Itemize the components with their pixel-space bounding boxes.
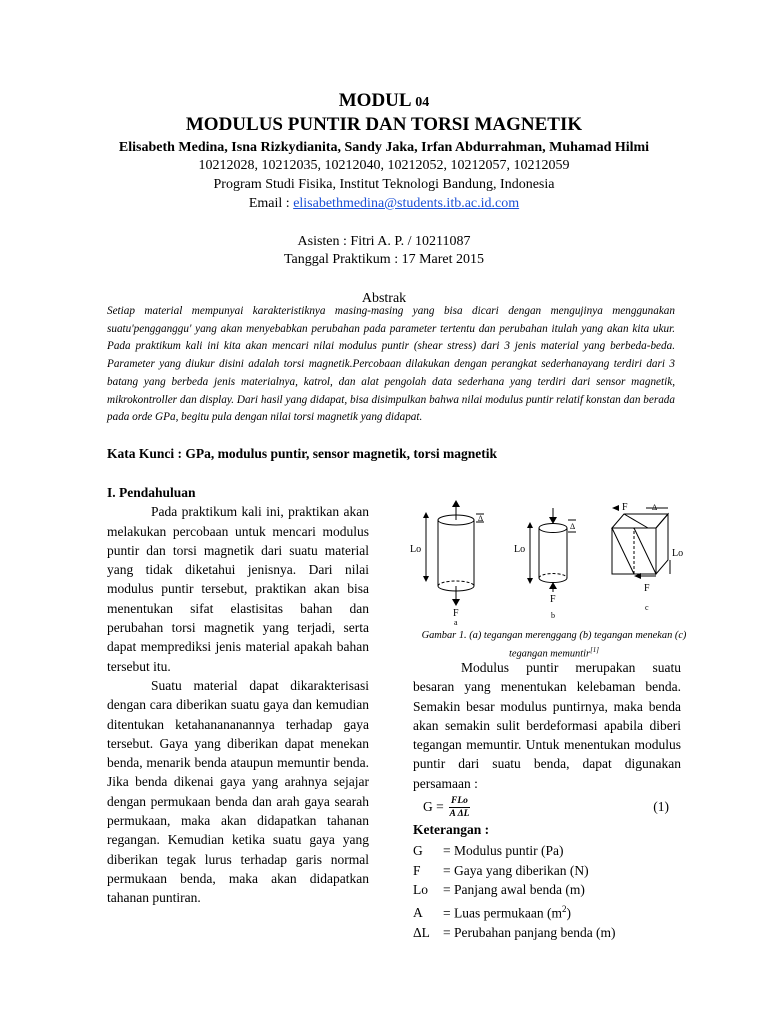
- email-label: Email :: [248, 196, 294, 211]
- symbol: ΔL: [413, 924, 430, 940]
- practicum-date: Tanggal Praktikum : 17 Maret 2015: [283, 252, 485, 267]
- abstract-text: Setiap material mempunyai karakteristiknya masing-masing yang bisa dicari dengan mengujinya menggunakan suatu'pengganggu' yang akan menyebabkan perubahan pada parameter tertentu dan perubahan itulah yang akan kita ukur. Pada praktikum kali ini kita akan mencari nilai modulus puntir (shear stress) dari 3 jenis material yang berbeda-beda. Parameter yang diukur disini adalah torsi magnetik.Percobaan dilakukan dengan perangkat sederhanayang terdiri dari 3 batang yang berbeda jenis materialnya, katrol, dan alat pengolah data sederhana yang terdiri dari sensor magnetik, mikrokontroller dan display. Dari hasil yang didapat, bisa disimpulkan bahwa nilai modulus puntir relatif konstan dan berada pada orde GPa, begitu pula dengan nilai torsi magnetik yang didapat.: [107, 305, 675, 424]
- caption-reference[interactable]: [1]: [590, 646, 600, 654]
- symbol-desc: = Luas permukaan (m: [443, 905, 562, 920]
- label-F-c: F: [644, 583, 650, 594]
- modulus-paragraph: Modulus puntir merupakan suatu besaran yang menentukan kelebaman benda. Semakin besar modulus puntirnya, maka benda akan semakin sulit berdeformasi apabila diberi tegangan memuntir. Untuk menentukan modulus puntir dari suatu benda, dapat digunakan persamaan :: [413, 660, 681, 791]
- label-F-b: F: [550, 594, 556, 605]
- equation-fraction: [449, 795, 470, 820]
- label-b: b: [551, 611, 555, 620]
- keterangan-row: [413, 880, 616, 900]
- intro-paragraph-2: Suatu material dapat dikarakterisasi dengan cara diberikan suatu gaya dan kemudian ditentukan ketahanananannya terhadap gaya tersebut. Gaya yang diberikan dapat menekan benda, menarik benda ataupun memuntir benda. Jika benda dikenai gaya yang arahnya sejajar dengan permukaan benda dan arah gaya searah permukaan, maka akan didapatkan tahanan regangan. Kemudian ketika suatu gaya yang diberikan tegak lurus terhadap garis normal permukaan benda, maka akan didapatkan tahanan puntiran.: [107, 677, 369, 906]
- equation-lhs: G =: [423, 799, 444, 814]
- figure-caption: [408, 628, 700, 661]
- intro-paragraph-1: Pada praktikum kali ini, praktikan akan melakukan percobaan untuk mencari modulus puntir dan torsi magnetik dari suatu material yang tidak diketahui jenisnya. Dari nilai modulus puntir tersebut, praktikan akan bisa menentukan sifat elastisitas bahan dan perubahan torsi magnetik yang terjadi, serta dapat memprediksi jenis material apakah bahan tersebut itu.: [107, 504, 369, 674]
- keterangan-row: [413, 900, 616, 923]
- symbol-desc-tail: ): [566, 905, 571, 920]
- figure-caption-text: Gambar 1. (a) tegangan merenggang (b) tegangan menekan (c) tegangan memuntir: [421, 630, 687, 660]
- equation-number: (1): [653, 799, 669, 814]
- equation-numerator: FLo: [451, 796, 468, 806]
- symbol-desc: = Gaya yang diberikan (N): [443, 862, 589, 878]
- equation-denominator: A ΔL: [449, 809, 470, 819]
- label-F-c-top: F: [622, 502, 628, 513]
- modul-label: MODUL: [338, 90, 411, 111]
- symbol: G: [413, 843, 423, 858]
- keterangan-list: [413, 841, 616, 942]
- stress-figure: [408, 498, 700, 626]
- modul-number: 04: [415, 95, 430, 110]
- label-a: a: [454, 618, 458, 626]
- label-c: c: [645, 603, 649, 612]
- keterangan-row: [413, 861, 616, 881]
- section-heading: I. Pendahuluan: [107, 485, 196, 500]
- keywords: Kata Kunci : GPa, modulus puntir, sensor magnetik, torsi magnetik: [107, 446, 498, 461]
- institution: Program Studi Fisika, Institut Teknologi Bandung, Indonesia: [213, 177, 555, 192]
- paper-title: MODULUS PUNTIR DAN TORSI MAGNETIK: [185, 114, 583, 135]
- keterangan-heading: Keterangan :: [413, 822, 490, 837]
- student-ids: 10212028, 10212035, 10212040, 10212052, 10212057, 10212059: [198, 158, 570, 173]
- keterangan-row: [413, 841, 616, 861]
- symbol: F: [413, 862, 421, 878]
- email-link[interactable]: elisabethmedina@students.itb.ac.id.com: [293, 196, 520, 211]
- symbol-desc: = Panjang awal benda (m): [443, 882, 585, 897]
- label-delta-a: Δ: [478, 514, 484, 523]
- symbol-superscript: 2: [561, 903, 567, 914]
- label-delta-c: Δ: [652, 503, 658, 512]
- author-list: Elisabeth Medina, Isna Rizkydianita, Sandy Jaka, Irfan Abdurrahman, Muhamad Hilmi: [118, 140, 650, 155]
- symbol-desc: = Perubahan panjang benda (m): [443, 924, 616, 940]
- email-line: [0, 196, 768, 212]
- symbol-desc: = Modulus puntir (Pa): [443, 843, 564, 858]
- symbol: A: [413, 905, 423, 920]
- right-column: [413, 658, 681, 793]
- modul-title: [0, 90, 768, 112]
- keterangan-row: [413, 923, 616, 943]
- label-F-a: F: [453, 608, 459, 619]
- label-Lo-a: Lo: [410, 544, 422, 555]
- abstract-heading: Abstrak: [361, 291, 407, 306]
- assistant-line: Asisten : Fitri A. P. / 10211087: [297, 234, 471, 249]
- symbol: Lo: [413, 882, 428, 897]
- equation-1: [413, 796, 681, 822]
- left-column: [107, 483, 369, 908]
- label-delta-b: Δ: [570, 522, 576, 531]
- label-Lo-c: Lo: [672, 548, 684, 559]
- label-Lo-b: Lo: [514, 544, 526, 555]
